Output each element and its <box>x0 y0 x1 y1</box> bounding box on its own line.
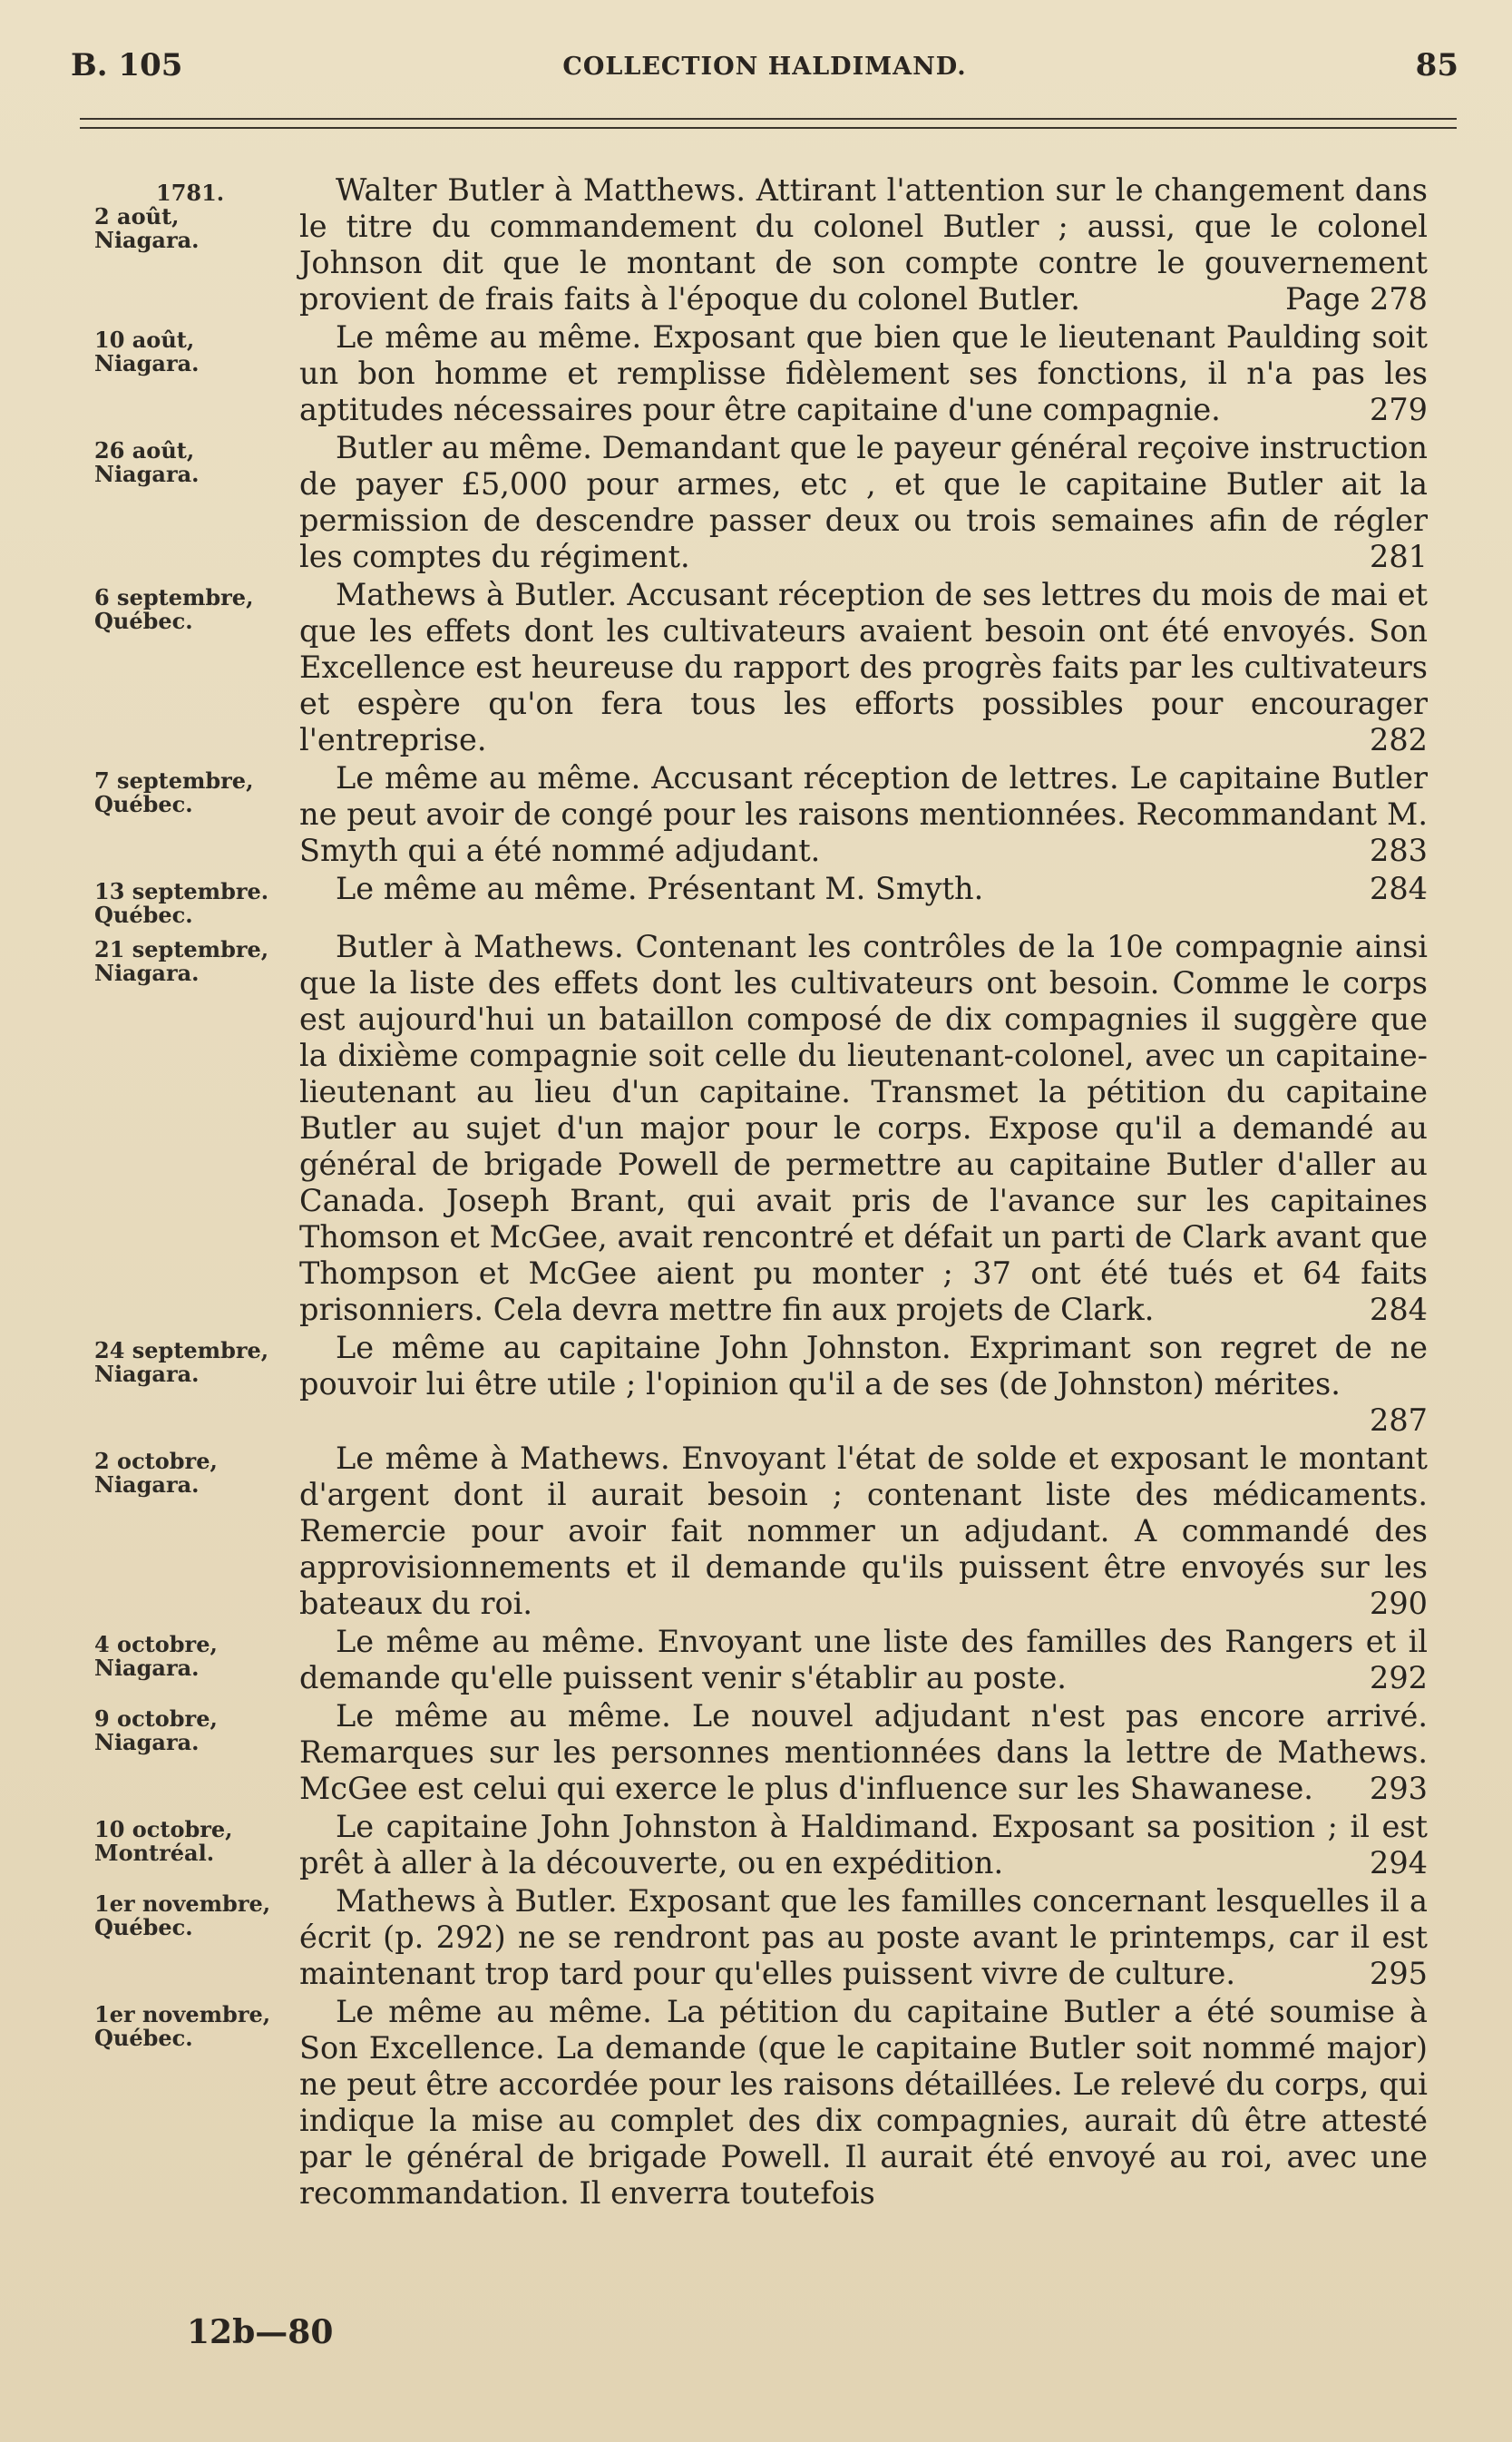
calendar-entry <box>94 1883 1428 1992</box>
entry-text: Le capitaine John Johnston à Haldimand. Exposant sa position ; il est prêt à aller à la découverte, ou en expédition. <box>299 1809 1428 1880</box>
calendar-entry <box>94 319 1428 428</box>
entry-text: Le même au même. Envoyant une liste des familles des Rangers et il demande qu'elle puissent venir s'établir au poste. <box>299 1624 1428 1695</box>
entry-date: 10 août, <box>94 327 195 353</box>
entry-page-ref: 292 <box>1370 1660 1428 1695</box>
entry-place: Niagara. <box>94 1729 200 1755</box>
calendar-entry <box>94 577 1428 758</box>
entry-summary <box>299 319 1428 428</box>
entry-place: Niagara. <box>94 1361 200 1387</box>
calendar-entry <box>94 1330 1428 1439</box>
entry-summary <box>299 1698 1428 1807</box>
entry-date-place <box>94 577 299 633</box>
entry-page-ref: 281 <box>1370 539 1428 574</box>
calendar-entry <box>94 929 1428 1328</box>
entry-text: Le même au même. Présentant M. Smyth. <box>336 871 984 906</box>
entry-place: Niagara. <box>94 1655 200 1681</box>
page-header <box>71 47 1458 93</box>
calendar-entry <box>94 871 1428 927</box>
entry-summary <box>299 430 1428 575</box>
entry-summary <box>299 929 1428 1328</box>
entry-date: 13 septembre. <box>94 878 269 904</box>
signature-mark: 12b—80 <box>187 2313 334 2351</box>
entry-page-ref: 279 <box>1370 392 1428 427</box>
entry-summary <box>299 1994 1428 2212</box>
entry-summary <box>299 1809 1428 1881</box>
entry-place: Québec. <box>94 791 193 817</box>
entry-place: Niagara. <box>94 350 200 376</box>
entry-date: 9 octobre, <box>94 1705 218 1732</box>
entry-date-place <box>94 1441 299 1497</box>
entry-place: Québec. <box>94 608 193 634</box>
collection-title: COLLECTION HALDIMAND. <box>562 53 967 81</box>
entry-page-ref: 294 <box>1370 1845 1428 1880</box>
entry-summary <box>299 172 1428 317</box>
entry-date: 7 septembre, <box>94 767 254 794</box>
entry-place: Niagara. <box>94 461 200 487</box>
entry-page-ref: 290 <box>1370 1586 1428 1621</box>
entry-page-ref: 284 <box>1370 871 1428 906</box>
volume-reference: B. 105 <box>71 47 183 83</box>
entry-date: 6 septembre, <box>94 584 254 610</box>
entry-date-place <box>94 1883 299 1939</box>
calendar-entry <box>94 172 1428 317</box>
calendar-entry <box>94 1994 1428 2212</box>
entry-date-place <box>94 1809 299 1865</box>
entry-text: Mathews à Butler. Accusant réception de ses lettres du mois de mai et que les effets dont les cultivateurs avaient besoin ont été envoyés. Son Excellence est heureuse du rapport des progrès faits par les cultivateurs et espère qu'on fera tous les efforts possibles pour encourager l'entreprise. <box>299 577 1428 757</box>
calendar-entry <box>94 430 1428 575</box>
entry-text: Le même au même. Accusant réception de lettres. Le capitaine Butler ne peut avoir de congé pour les raisons mentionnées. Recommandant M. Smyth qui a été nommé adjudant. <box>299 760 1428 868</box>
entry-text: Le même au même. La pétition du capitaine Butler a été soumise à Son Excellence. La demande (que le capitaine Butler soit nommé major) ne peut être accordée pour les raisons détaillées. Le relevé du corps, qui indique la mise au complet des dix compagnies, aurait dû être attesté par le général de brigade Powell. Il aurait été envoyé au roi, avec une recommandation. Il enverra toutefois <box>299 1994 1428 2211</box>
calendar-entry <box>94 1441 1428 1622</box>
entry-page-ref: Page 278 <box>1285 281 1428 317</box>
entry-summary <box>299 1624 1428 1696</box>
calendar-entry <box>94 1698 1428 1807</box>
entry-date: 4 octobre, <box>94 1631 218 1657</box>
entry-page-ref: 284 <box>1370 1292 1428 1327</box>
entry-place: Niagara. <box>94 227 200 253</box>
entry-date-place <box>94 760 299 816</box>
entry-date-place <box>94 319 299 376</box>
entry-summary <box>299 760 1428 869</box>
entry-date: 2 octobre, <box>94 1448 218 1474</box>
entry-text: Le même au capitaine John Johnston. Exprimant son regret de ne pouvoir lui être utile ; l'opinion qu'il a de ses (de Johnston) mérites. <box>299 1330 1428 1402</box>
entry-text: Mathews à Butler. Exposant que les familles concernant lesquelles il a écrit (p. 292) ne se rendront pas au poste avant le printemps, car il est maintenant trop tard pour qu'elles puissent vivre de culture. <box>299 1883 1428 1991</box>
entry-date: 1er novembre, <box>94 2001 271 2027</box>
entry-text: Le même à Mathews. Envoyant l'état de solde et exposant le montant d'argent dont il aurait besoin ; contenant liste des médicaments. Remercie pour avoir fait nommer un adjudant. A commandé des approvisionnements et il demande qu'ils puissent être envoyés sur les bateaux du roi. <box>299 1441 1428 1621</box>
entry-page-ref: 295 <box>1370 1956 1428 1991</box>
entry-date-place <box>94 1698 299 1754</box>
entry-page-ref: 282 <box>1370 722 1428 757</box>
page-number: 85 <box>1415 47 1458 83</box>
entry-date-place <box>94 871 299 927</box>
entry-date: 2 août, <box>94 203 180 230</box>
entry-date-place <box>94 1994 299 2050</box>
entry-date: 26 août, <box>94 437 195 464</box>
calendar-entry <box>94 760 1428 869</box>
entry-date-place <box>94 1330 299 1386</box>
calendar-entries <box>94 172 1428 2213</box>
entry-year: 1781. <box>156 180 225 206</box>
entry-date-place <box>94 1624 299 1680</box>
entry-summary <box>299 1330 1428 1439</box>
entry-text: Le même au même. Le nouvel adjudant n'est pas encore arrivé. Remarques sur les personnes mentionnées dans la lettre de Mathews. McGee est celui qui exerce le plus d'influence sur les Shawanese. <box>299 1698 1428 1806</box>
calendar-entry <box>94 1809 1428 1881</box>
entry-place: Niagara. <box>94 1471 200 1498</box>
entry-summary <box>299 871 1428 907</box>
entry-text: Butler à Mathews. Contenant les contrôles de la 10e compagnie ainsi que la liste des effets dont les cultivateurs ont besoin. Comme le corps est aujourd'hui un bataillon composé de dix compagnies il suggère que la dixième compagnie soit celle du lieutenant-colonel, avec un capitaine-lieutenant au lieu d'un capitaine. Transmet la pétition du capitaine Butler au sujet d'un major pour le corps. Expose qu'il a demandé au général de brigade Powell de permettre au capitaine Butler d'aller au Canada. Joseph Brant, qui avait pris de l'avance sur les capitaines Thomson et McGee, avait rencontré et défait un parti de Clark avant que Thompson et McGee aient pu monter ; 37 ont été tués et 64 faits prisonniers. Cela devra mettre fin aux projets de Clark. <box>299 929 1428 1327</box>
entry-date-place <box>94 430 299 486</box>
entry-text: Butler au même. Demandant que le payeur général reçoive instruction de payer £5,000 pour armes, etc , et que le capitaine Butler ait la permission de descendre passer deux ou trois semaines afin de régler les comptes du régiment. <box>299 430 1428 574</box>
entry-place: Québec. <box>94 2025 193 2051</box>
entry-page-ref: 287 <box>1370 1402 1428 1438</box>
entry-summary <box>299 1883 1428 1992</box>
entry-place: Niagara. <box>94 960 200 986</box>
calendar-entry <box>94 1624 1428 1696</box>
entry-summary <box>299 577 1428 758</box>
header-double-rule <box>80 118 1457 129</box>
entry-date: 24 septembre, <box>94 1337 269 1363</box>
entry-page-ref: 283 <box>1370 833 1428 868</box>
entry-date-place <box>94 929 299 985</box>
entry-page-ref: 293 <box>1370 1771 1428 1806</box>
entry-date: 21 septembre, <box>94 936 269 962</box>
entry-date: 1er novembre, <box>94 1890 271 1917</box>
entry-place: Montréal. <box>94 1840 215 1866</box>
entry-place: Québec. <box>94 902 193 928</box>
entry-text: Le même au même. Exposant que bien que le lieutenant Paulding soit un bon homme et remplisse fidèlement ses fonctions, il n'a pas les aptitudes nécessaires pour être capitaine d'une compagnie. <box>299 319 1428 427</box>
entry-summary <box>299 1441 1428 1622</box>
entry-place: Québec. <box>94 1914 193 1940</box>
entry-text: Walter Butler à Matthews. Attirant l'attention sur le changement dans le titre du commandement du colonel Butler ; aussi, que le colonel Johnson dit que le montant de son compte contre le gouvernement provient de frais faits à l'époque du colonel Butler. <box>299 172 1428 317</box>
entry-date: 10 octobre, <box>94 1816 233 1842</box>
entry-date-place <box>94 172 299 252</box>
